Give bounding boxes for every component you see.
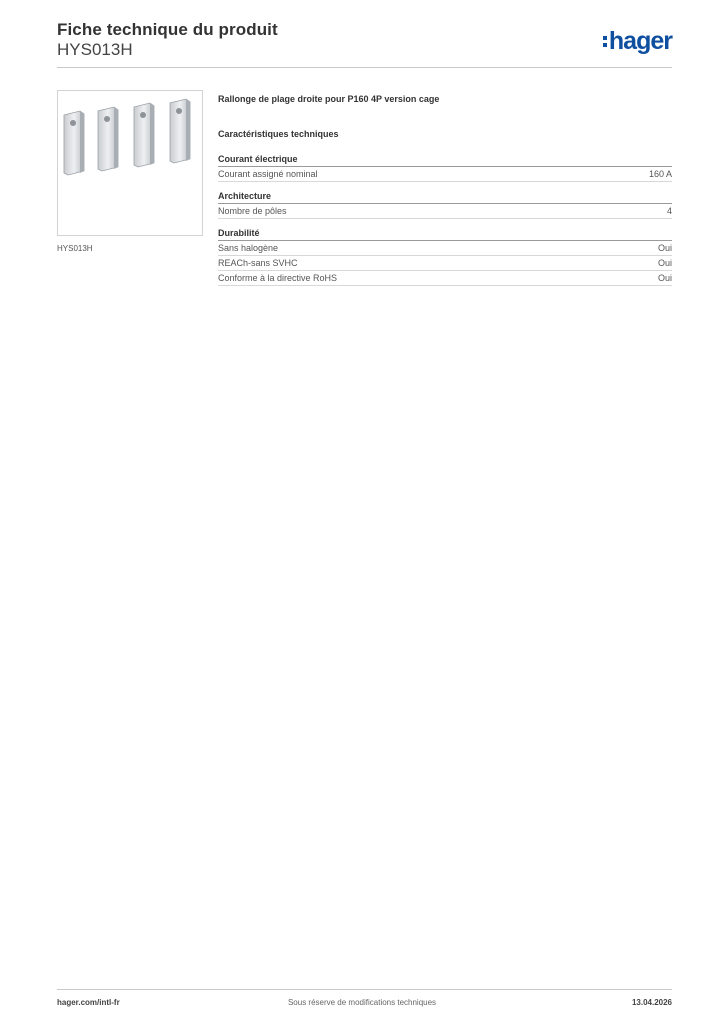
spec-row (218, 271, 672, 286)
busbar-extension-piece (98, 107, 118, 171)
busbar-extension-piece (134, 103, 154, 167)
logo-dots-icon (603, 36, 607, 47)
spec-group-architecture (218, 191, 672, 219)
page-title: Fiche technique du produit (57, 20, 278, 39)
spec-value: Oui (657, 258, 672, 268)
spec-group-durability (218, 228, 672, 286)
spec-row (218, 241, 672, 256)
spec-value: 160 A (648, 169, 672, 179)
busbar-extension-piece (64, 111, 84, 175)
product-reference: HYS013H (57, 40, 133, 59)
spec-label: Nombre de pôles (218, 206, 287, 216)
spec-value: Oui (657, 273, 672, 283)
spec-group-title: Courant électrique (218, 154, 672, 167)
image-caption: HYS013H (57, 244, 93, 253)
spec-row (218, 167, 672, 182)
spec-label: Sans halogène (218, 243, 279, 253)
spec-group-title: Architecture (218, 191, 672, 204)
footer-date: 13.04.2026 (631, 998, 672, 1007)
spec-value: 4 (666, 206, 672, 216)
spec-value: Oui (657, 243, 672, 253)
product-illustration-icon (58, 91, 202, 235)
spec-label: REACh-sans SVHC (218, 258, 298, 268)
spec-group-title: Durabilité (218, 228, 672, 241)
product-description: Rallonge de plage droite pour P160 4P version cage (218, 94, 440, 104)
hager-logo (603, 27, 672, 56)
spec-label: Conforme à la directive RoHS (218, 273, 338, 283)
spec-row (218, 204, 672, 219)
specs-heading: Caractéristiques techniques (218, 129, 339, 139)
product-details (218, 94, 672, 295)
spec-label: Courant assigné nominal (218, 169, 318, 179)
footer-divider (57, 989, 672, 990)
logo-text: hager (608, 27, 672, 55)
footer-website[interactable]: hager.com/intl-fr (57, 998, 120, 1007)
busbar-extension-piece (170, 99, 190, 163)
footer-notice: Sous réserve de modifications techniques (287, 998, 437, 1007)
spec-group-electrical (218, 154, 672, 182)
spec-row (218, 256, 672, 271)
header-divider (57, 67, 672, 68)
product-image (57, 90, 203, 236)
